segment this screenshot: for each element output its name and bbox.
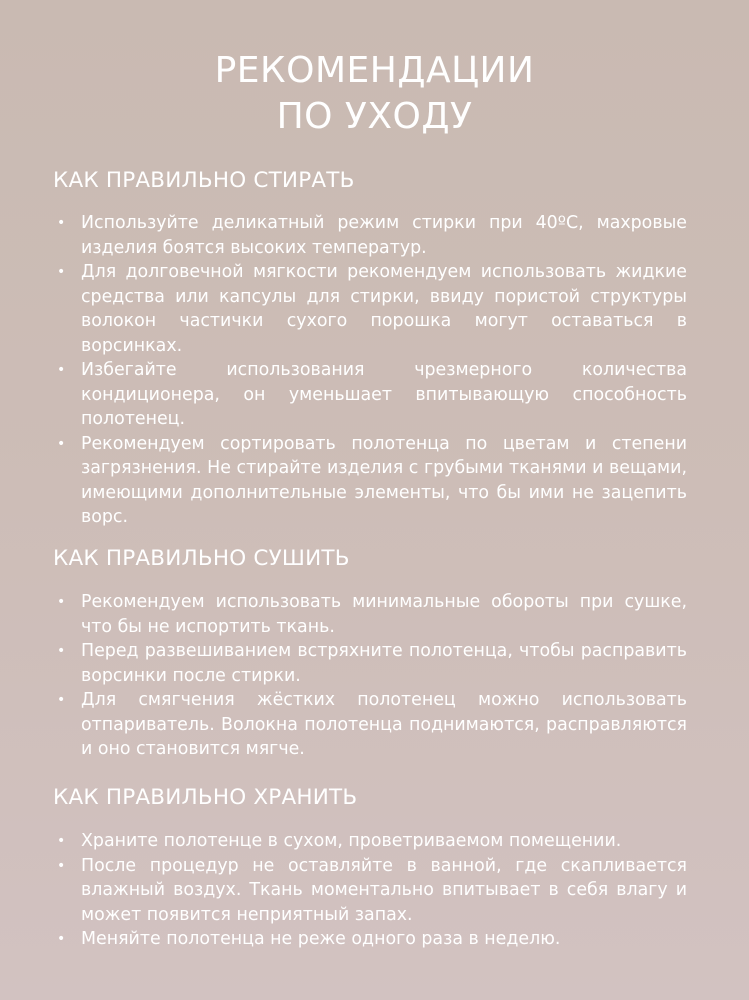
list-item-text: Храните полотенце в сухом, проветриваемом помещении. [81,831,622,851]
bullet-icon: • [57,833,66,849]
bullet-icon: • [57,362,66,378]
bullet-icon: • [57,435,66,452]
bullet-icon: • [57,931,66,947]
list-item-text: Перед развешиванием встряхните полотенца, чтобы расправить ворсинки после стирки. [81,641,687,686]
list-item [53,358,687,432]
section-heading-storing: КАК ПРАВИЛЬНО ХРАНИТЬ [53,785,358,810]
washing-list [53,211,687,530]
list-item [53,639,687,688]
storing-list [53,829,687,952]
list-item [53,854,687,928]
list-item-text: Для смягчения жёстких полотенец можно использовать отпариватель. Волокна полотенца поднимаются, расправляются и оно становится мягче. [81,690,687,759]
list-item-text: Рекомендуем сортировать полотенца по цветам и степени загрязнения. Не стирайте изделия с грубыми тканями и вещами, имеющими дополнительные элементы, что бы ими не зацепить ворс. [81,433,687,527]
list-item [53,590,687,639]
bullet-icon: • [57,643,66,659]
list-item [53,260,687,358]
list-item-text: Меняйте полотенца не реже одного раза в неделю. [81,929,561,949]
section-heading-washing: КАК ПРАВИЛЬНО СТИРАТЬ [53,168,355,193]
page-title-line-2: ПО УХОДУ [276,96,473,137]
list-item-text: Используйте деликатный режим стирки при 40ºC, махровые изделия боятся высоких температур. [81,213,687,258]
bullet-icon: • [57,692,66,708]
list-item [53,829,687,854]
bullet-icon: • [57,215,66,231]
page-title-line-1: РЕКОМЕНДАЦИИ [214,50,535,91]
list-item-text: Избегайте использования чрезмерного количества кондиционера, он уменьшает впитывающую способность полотенец. [81,360,687,429]
page-title [0,48,749,140]
section-heading-drying: КАК ПРАВИЛЬНО СУШИТЬ [53,546,350,571]
list-item-text: Для долговечной мягкости рекомендуем использовать жидкие средства или капсулы для стирки, ввиду пористой структуры волокон частички сухого порошка могут оставаться в ворсинках. [81,262,687,356]
list-item-text: Рекомендуем использовать минимальные обороты при сушке, что бы не испортить ткань. [81,592,687,637]
list-item [53,688,687,762]
list-item [53,927,687,952]
list-item [53,211,687,260]
bullet-icon: • [57,857,66,874]
bullet-icon: • [57,264,66,280]
bullet-icon: • [57,594,66,610]
list-item-text: После процедур не оставляйте в ванной, где скапливается влажный воздух. Ткань моментально впитывает в себя влагу и может появится неприятный запах. [81,855,687,925]
list-item [53,432,687,530]
drying-list [53,590,687,762]
